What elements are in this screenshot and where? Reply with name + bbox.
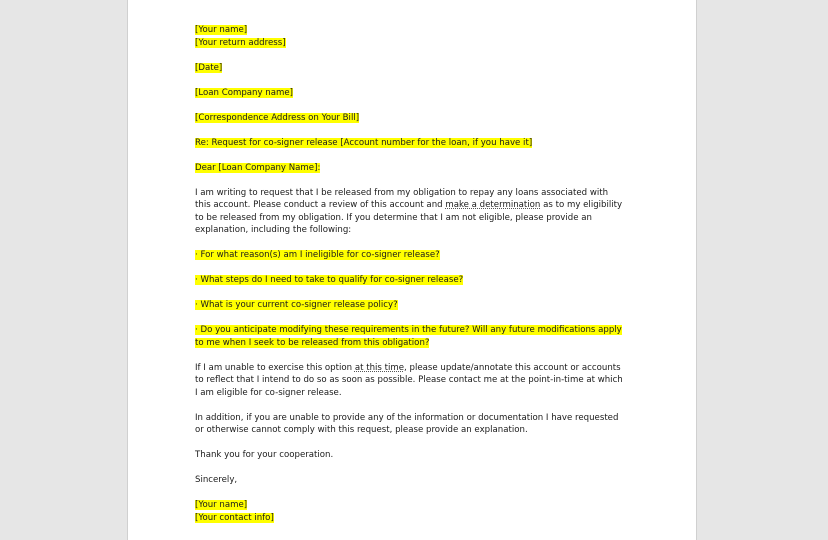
salutation: Dear [Loan Company Name]:: [195, 162, 321, 173]
return-address-placeholder: [Your return address]: [195, 37, 286, 48]
bullet-question: · Do you anticipate modifying these requirements in the future? Will any future modifications apply to me when I seek to be released from this obligation?: [195, 325, 622, 348]
contact-info-placeholder: [Your contact info]: [195, 512, 274, 523]
bullet-question: · What is your current co-signer release policy?: [195, 300, 398, 310]
signature-name-placeholder: [Your name]: [195, 500, 248, 510]
grammar-flag[interactable]: make a determination: [445, 200, 541, 210]
bullet-question: · For what reason(s) am I ineligible for co-signer release?: [195, 250, 440, 260]
document-page: [128, 0, 696, 540]
paragraph-addition: In addition, if you are unable to provide any of the information or documentation I have requested or otherwise cannot comply with this request, please provide an explanation.: [195, 412, 619, 435]
loan-company-placeholder: [Loan Company name]: [195, 87, 294, 98]
letter-body[interactable]: [195, 24, 625, 524]
sender-name-placeholder: [Your name]: [195, 25, 248, 35]
re-line: Re: Request for co-signer release [Account number for the loan, if you have it]: [195, 137, 533, 148]
closing-line: Sincerely,: [195, 475, 238, 485]
bullet-question: · What steps do I need to take to qualify for co-signer release?: [195, 275, 464, 285]
paragraph-unable: If I am unable to exercise this option at this time, please update/annotate this account or accounts to reflect that I intend to do so as soon as possible. Please contact me at the point-in-time at which I am eligible for co-signer release.: [195, 362, 623, 398]
date-placeholder: [Date]: [195, 62, 223, 73]
correspondence-address-placeholder: [Correspondence Address on Your Bill]: [195, 112, 360, 123]
thanks-line: Thank you for your cooperation.: [195, 450, 334, 460]
grammar-flag[interactable]: at this time: [354, 362, 405, 373]
paragraph-request: I am writing to request that I be released from my obligation to repay any loans associated with this account. Please conduct a review of this account and make a determination as to my eligibility to be released from my obligation. If you determine that I am not eligible, please provide an explanation, including the following:: [195, 187, 623, 235]
